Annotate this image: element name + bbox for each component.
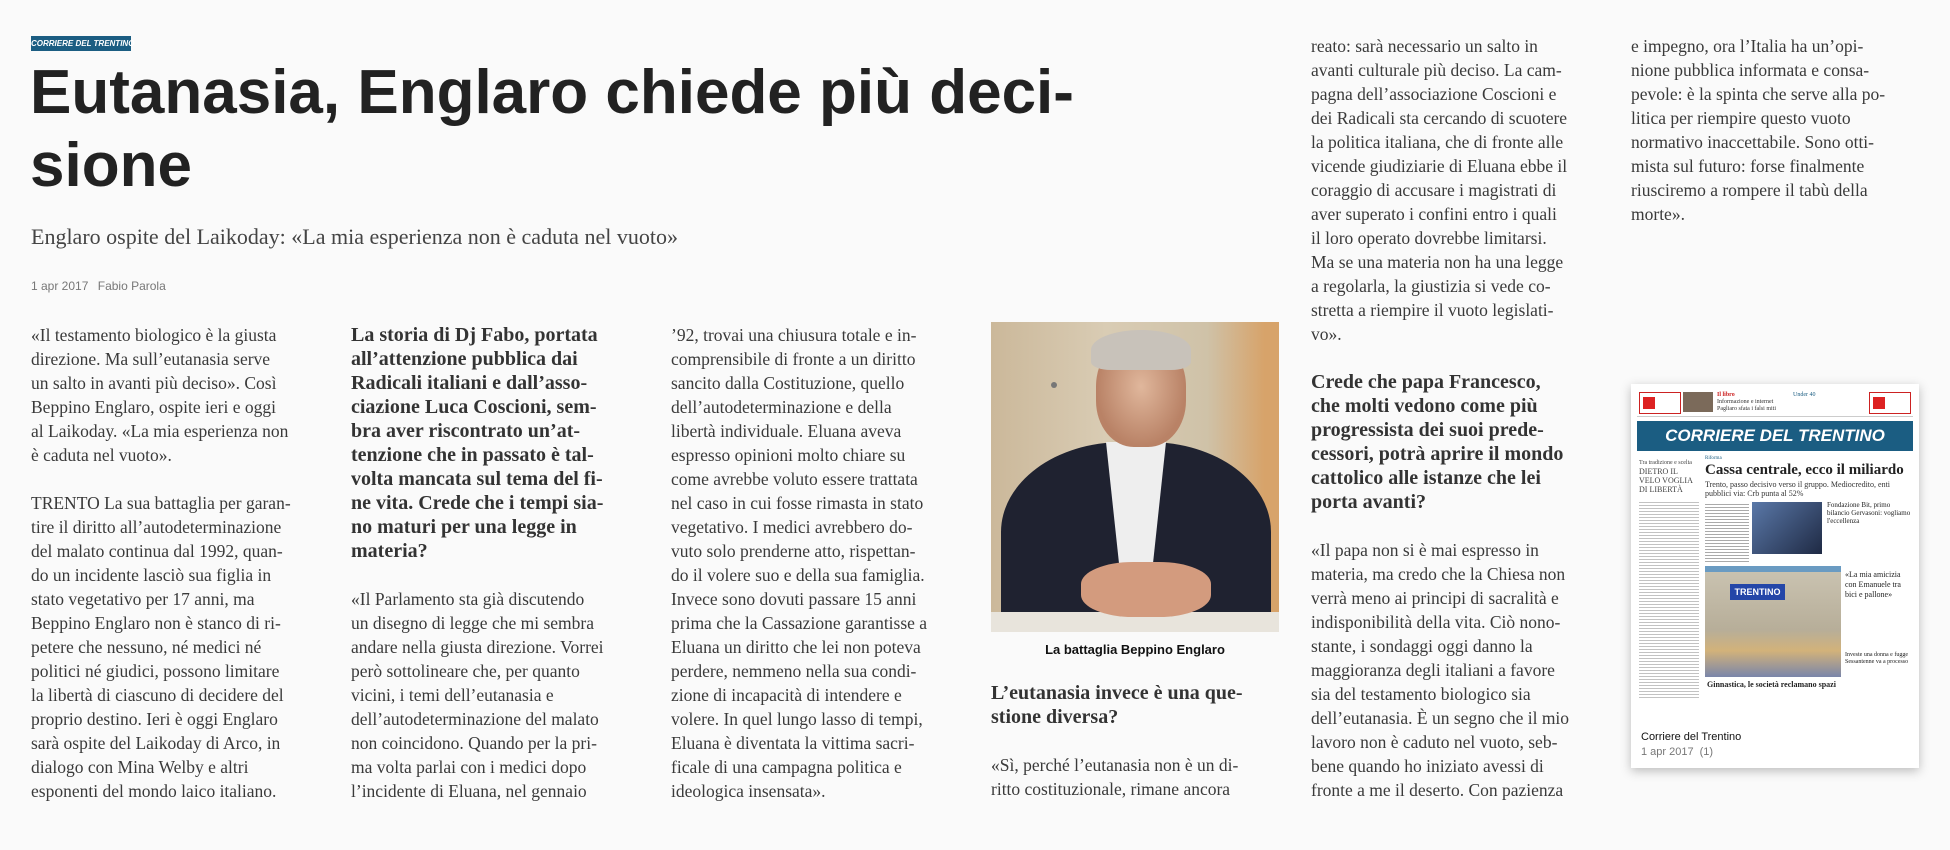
article-column-6 [1631, 34, 1931, 226]
text-line: però sottolineare che, per quanto [351, 661, 580, 681]
text-line: ritto costituzionale, rimane ancora [991, 779, 1231, 799]
text-line: stretta a riempire il vuoto legislati- [1311, 300, 1554, 320]
text-line: cessori, potrà aprire il mondo [1311, 443, 1564, 465]
text-line: riusciremo a rompere il tabù della [1631, 180, 1868, 200]
publish-date: 1 apr 2017 [31, 279, 89, 293]
text-line: e impegno, ora l’Italia ha un’opi- [1631, 36, 1864, 56]
paragraph-block [31, 323, 331, 803]
text-line: do un incidente lasciò sua figlia in [31, 565, 272, 585]
text-line: no maturi per una legge in [351, 516, 577, 538]
text-line: un salto in avanti più deciso». Così [31, 373, 277, 393]
top-photo [1683, 392, 1713, 412]
text-line: stione diversa? [991, 706, 1119, 728]
text-line: sancito dalla Costituzione, quello [671, 373, 905, 393]
text-line: fronte a me il deserto. Con pazienza [1311, 780, 1564, 800]
text-line: La storia di Dj Fabo, portata [351, 324, 598, 346]
article-column-1 [31, 323, 331, 803]
photo-caption: La battaglia Beppino Englaro [1045, 642, 1225, 657]
text-line: indisponibilità della vita. Ciò nono- [1311, 612, 1561, 632]
article-subtitle: Englaro ospite del Laikoday: «La mia esperienza non è caduta nel vuoto» [31, 224, 678, 249]
text-line: vicini, i temi dell’eutanasia e [351, 685, 554, 705]
text-line: pevole: è la spinta che serve alla po- [1631, 84, 1886, 104]
article-column-5 [1311, 34, 1611, 802]
paragraph-block [1311, 34, 1611, 346]
text-line: è caduta nel vuoto». [31, 445, 172, 465]
text-line: espresso opinioni molto chiare su [671, 445, 906, 465]
left-column-story: Tra tradizione e scelta DIETRO IL VELO VOGLIA DI LIBERTÀ [1639, 460, 1699, 700]
edition-card[interactable] [1631, 384, 1919, 768]
edition-date: 1 apr 2017 (1) [1641, 746, 1714, 758]
text-line: litica per riempire questo vuoto [1631, 108, 1851, 128]
text-line: libertà individuale. Eluana aveva [671, 421, 902, 441]
text-line: esponenti del mondo laico italiano. [31, 781, 277, 801]
text-line: Eluana un diritto che lei non poteva [671, 637, 921, 657]
text-line: zione di incapacità di intendere e [671, 685, 902, 705]
text-line: normativo inaccettabile. Sono otti- [1631, 132, 1874, 152]
interview-answer [991, 753, 1291, 801]
paragraph-block [671, 323, 971, 803]
article-column-3 [671, 323, 971, 803]
article-photo[interactable] [991, 322, 1279, 632]
text-line: prima che la Cassazione garantisse a [671, 613, 928, 633]
text-line: cattolico alle istanze che lei [1311, 467, 1541, 489]
text-line: vo». [1311, 324, 1342, 344]
gymnastics-photo: TRENTINO [1705, 572, 1841, 677]
text-line: ma volta parlai con i medici dopo [351, 757, 587, 777]
text-line: a regolarla, la giustizia si vede co- [1311, 276, 1551, 296]
text-line: Beppino Englaro, ospite ieri e oggi [31, 397, 276, 417]
text-line: coraggio di accusare i magistrati di [1311, 180, 1557, 200]
text-line: non coincidono. Quando per la pri- [351, 733, 597, 753]
text-line: Invece sono dovuti passare 15 anni [671, 589, 917, 609]
text-line: Eluana è diventata la vittima sacri- [671, 733, 915, 753]
text-line: morte». [1631, 204, 1685, 224]
text-line: ciazione Luca Coscioni, sem- [351, 396, 597, 418]
lead-deck: Trento, passo decisivo verso il gruppo. Mediocredito, enti pubblici via: Crb punta al 52% [1705, 480, 1891, 498]
lead-kicker: Riforma [1705, 456, 1722, 461]
text-line: lavoro non è caduto nel vuoto, seb- [1311, 732, 1558, 752]
text-line: sia del testamento biologico sia [1311, 684, 1531, 704]
text-line: ’92, trovai una chiusura totale e in- [671, 325, 917, 345]
text-line: dell’eutanasia. È un segno che il mio [1311, 708, 1570, 728]
text-line: do il volere suo e della sua famiglia. [671, 565, 925, 585]
text-line: Beppino Englaro non è stanco di ri- [31, 613, 281, 633]
edition-name: Corriere del Trentino [1641, 731, 1742, 743]
text-line: stante, i sondaggi oggi danno la [1311, 636, 1533, 656]
source-logo-badge[interactable]: CORRIERE DEL TRENTINO [31, 36, 131, 51]
text-line: la politica italiana, che di fronte alle [1311, 132, 1564, 152]
text-line: politici né giudici, possono limitare [31, 661, 280, 681]
interview-question [1311, 370, 1611, 514]
text-line: mista sul futuro: forse finalmente [1631, 156, 1865, 176]
text-line: nione pubblica informata e consa- [1631, 60, 1870, 80]
text-line: il loro operato dovrebbe limitarsi. [1311, 228, 1547, 248]
text-line: proprio destino. Ieri è oggi Englaro [31, 709, 278, 729]
article-title [30, 56, 1150, 202]
text-line: ideologica insensata». [671, 781, 826, 801]
text-line: come avrebbe voluto essere trattata [671, 469, 918, 489]
side-story-2: «La mia amicizia con Emanuele tra bici e pallone» [1845, 570, 1901, 599]
text-line: ficale di una campagna politica e [671, 757, 902, 777]
interview-answer [351, 587, 651, 803]
text-line: che molti vedono come più [1311, 395, 1538, 417]
lead-photo [1752, 502, 1822, 554]
interview-question [991, 681, 1291, 729]
newspaper-masthead: CORRIERE DEL TRENTINO [1637, 421, 1913, 451]
text-line: petere che nessuno, né medici né [31, 637, 262, 657]
top-item: Il libro Informazione e internet Pagliaro sfata i falsi miti [1717, 392, 1776, 412]
text-line: bra aver riscontrato un’at- [351, 420, 581, 442]
text-line: andare nella giusta direzione. Vorrei [351, 637, 604, 657]
text-line: «Il Parlamento sta già discutendo [351, 589, 585, 609]
text-line: volere. In quel lungo lasso di tempi, [671, 709, 923, 729]
ad-box [1639, 392, 1681, 414]
text-line: ne vita. Crede che i tempi sia- [351, 492, 604, 514]
text-line: avanti culturale più deciso. La cam- [1311, 60, 1562, 80]
text-line: l’incidente di Eluana, nel gennaio [351, 781, 587, 801]
text-line: sarà ospite del Laikoday di Arco, in [31, 733, 281, 753]
photo-figure-hands [1081, 562, 1211, 617]
text-line: materia? [351, 540, 428, 562]
text-line: stato vegetativo per 17 anni, ma [31, 589, 255, 609]
ad-box [1869, 392, 1911, 414]
text-line: aver superato i confini entro i quali [1311, 204, 1557, 224]
article-meta [31, 279, 166, 293]
text-line: «Sì, perché l’eutanasia non è un di- [991, 755, 1239, 775]
text-line: Radicali italiani e dall’asso- [351, 372, 588, 394]
text-line: bene quando ho iniziato avessi di [1311, 756, 1544, 776]
text-line [31, 467, 331, 491]
text-line: vicende giudiziarie di Eluana ebbe il [1311, 156, 1568, 176]
text-line: maggioranza degli italiani a favore [1311, 660, 1555, 680]
text-line: un disegno di legge che mi sembra [351, 613, 594, 633]
text-line: pagna dell’associazione Coscioni e [1311, 84, 1557, 104]
side-story-3: Investe una donna e fugge Sessantenne va a processo [1845, 652, 1909, 665]
text-line: dialogo con Mina Welby e altri [31, 757, 249, 777]
text-line: all’attenzione pubblica dai [351, 348, 578, 370]
text-line: verrà meno ai principi di sacralità e [1311, 588, 1559, 608]
text-line: vuto solo prenderne atto, rispettan- [671, 541, 916, 561]
side-story: Fondazione Bit, primo bilancio Gervasoni: vogliamo l'eccellenza [1827, 501, 1911, 525]
text-line: Ma se una materia non ha una legge [1311, 252, 1564, 272]
title-line: sione [30, 131, 192, 200]
text-line: tire il diritto all’autodeterminazione [31, 517, 282, 537]
text-line: progressista dei suoi prede- [1311, 419, 1544, 441]
text-line: la libertà di ciascuno di decidere del [31, 685, 284, 705]
text-line: al Laikoday. «La mia esperienza non [31, 421, 289, 441]
photo-headline: Ginnastica, le società reclamano spazi [1707, 680, 1836, 689]
text-line: direzione. Ma sull’eutanasia serve [31, 349, 271, 369]
text-line: comprensibile di fronte a un diritto [671, 349, 916, 369]
text-line: Crede che papa Francesco, [1311, 371, 1541, 393]
text-line: materia, ma credo che la Chiesa non [1311, 564, 1566, 584]
text-line: reato: sarà necessario un salto in [1311, 36, 1538, 56]
front-page-top-bar [1637, 390, 1913, 417]
title-line: Eutanasia, Englaro chiede più deci- [30, 58, 1074, 127]
text-line: tenzione che in passato è tal- [351, 444, 594, 466]
text-line: «Il testamento biologico è la giusta [31, 325, 277, 345]
interview-answer [1311, 538, 1611, 802]
text-line: nel caso in cui fosse rimasta in stato [671, 493, 924, 513]
top-under40: Under 40 [1793, 392, 1816, 398]
paragraph-block [1631, 34, 1931, 226]
text-line: dell’autodeterminazione del malato [351, 709, 599, 729]
text-line: perdere, nemmeno nella sua condi- [671, 661, 917, 681]
text-line: L’eutanasia invece è una que- [991, 682, 1243, 704]
interview-question [351, 323, 651, 563]
text-line: «Il papa non si è mai espresso in [1311, 540, 1539, 560]
photo-figure-hair [1091, 330, 1191, 370]
article-column-2 [351, 323, 651, 803]
newspaper-front-page-thumbnail [1637, 390, 1913, 727]
lead-headline: Cassa centrale, ecco il miliardo [1705, 462, 1904, 478]
text-line: dell’autodeterminazione e della [671, 397, 892, 417]
text-line: TRENTO La sua battaglia per garan- [31, 493, 291, 513]
text-line: porta avanti? [1311, 491, 1426, 513]
lead-text-lines [1705, 502, 1749, 564]
text-line: volta mancata sul tema del fi- [351, 468, 603, 490]
text-line: del malato continua dal 1992, quan- [31, 541, 283, 561]
photo-background-lamp [1051, 382, 1057, 388]
text-line: dei Radicali sta cercando di scuotere [1311, 108, 1568, 128]
article-column-4 [991, 681, 1291, 801]
text-line: vegetativo. I medici avrebbero do- [671, 517, 913, 537]
author-link[interactable]: Fabio Parola [97, 279, 166, 293]
